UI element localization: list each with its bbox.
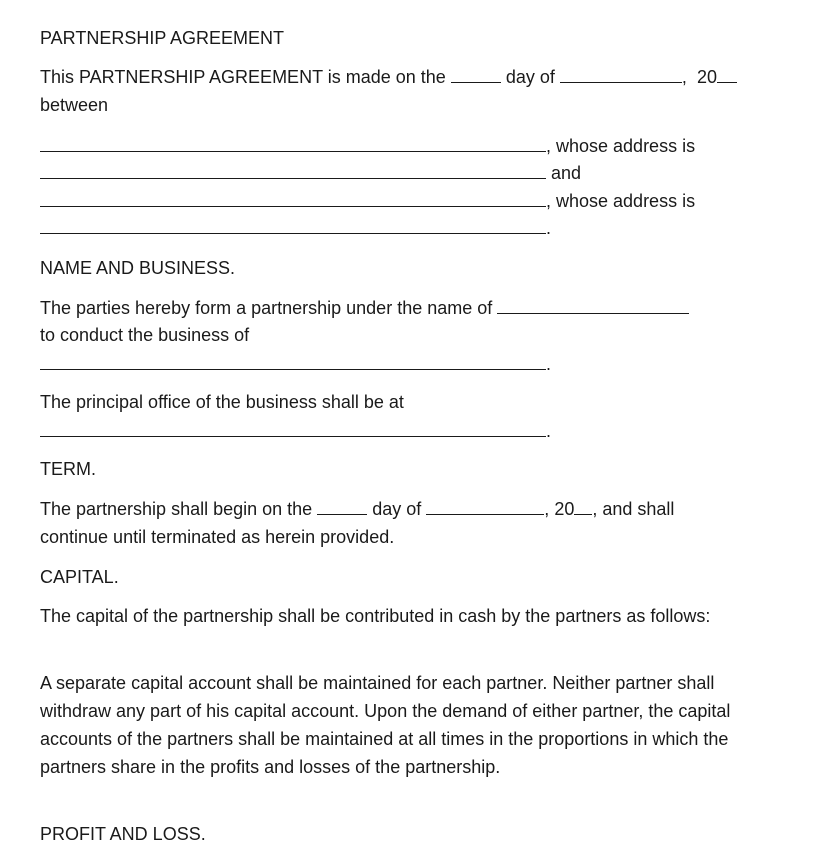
term-year-prefix: 20 xyxy=(554,499,575,519)
section-heading-profit: PROFIT AND LOSS. xyxy=(40,824,206,844)
office-blank[interactable] xyxy=(40,418,546,437)
term-year-blank[interactable] xyxy=(574,496,592,515)
party-line-3 xyxy=(40,187,695,215)
term-text-4: , and shall xyxy=(592,499,675,519)
capital-paragraph-2: A separate capital account shall be maintained for each partner. Neither partner shall withdraw any part of his capital account. Upon the demand of either partner, the capital accounts of the partners shall be maintained at all times in the proportions in which the partners share in the profits and losses of the partnership. xyxy=(40,673,731,777)
term-day-blank[interactable] xyxy=(317,496,367,515)
capital-paragraph-1: The capital of the partnership shall be contributed in cash by the partners as follows: xyxy=(40,606,711,626)
office-suffix: . xyxy=(546,421,552,441)
section-heading-capital: CAPITAL. xyxy=(40,567,119,587)
party-line-3-suffix: , whose address is xyxy=(546,191,696,211)
term-text-2: day of xyxy=(372,499,422,519)
office-text: The principal office of the business shall be at xyxy=(40,392,404,412)
party-line-4 xyxy=(40,214,551,242)
term-month-blank[interactable] xyxy=(426,496,544,515)
party-line-2-suffix: and xyxy=(551,163,582,183)
office-line xyxy=(40,417,551,445)
year-blank[interactable] xyxy=(717,64,737,83)
intro-text-2: day of xyxy=(505,67,555,87)
document-title: PARTNERSHIP AGREEMENT xyxy=(40,28,285,48)
party-line-1-suffix: , whose address is xyxy=(546,136,696,156)
business-text: to conduct the business of xyxy=(40,325,250,345)
business-suffix: . xyxy=(546,354,552,374)
party-line-4-suffix: . xyxy=(546,218,552,238)
partnership-name-blank[interactable] xyxy=(497,295,689,314)
party1-address-blank[interactable] xyxy=(40,160,546,179)
term-text-5: continue until terminated as herein provided. xyxy=(40,527,395,547)
party1-name-blank[interactable] xyxy=(40,133,546,152)
name-line xyxy=(40,294,689,322)
section-heading-name: NAME AND BUSINESS. xyxy=(40,258,236,278)
section-heading-term: TERM. xyxy=(40,459,96,479)
intro-between: between xyxy=(40,95,109,115)
intro-line xyxy=(40,63,737,91)
party2-address-blank[interactable] xyxy=(40,215,546,234)
party-line-2 xyxy=(40,159,581,187)
term-comma: , xyxy=(544,499,550,519)
business-line xyxy=(40,350,551,378)
day-blank[interactable] xyxy=(451,64,501,83)
business-blank[interactable] xyxy=(40,351,546,370)
intro-comma: , xyxy=(681,67,687,87)
term-line xyxy=(40,495,674,523)
name-text: The parties hereby form a partnership under the name of xyxy=(40,298,493,318)
term-text-1: The partnership shall begin on the xyxy=(40,499,313,519)
party2-name-blank[interactable] xyxy=(40,188,546,207)
month-blank[interactable] xyxy=(560,64,682,83)
intro-text-1: This PARTNERSHIP AGREEMENT is made on the xyxy=(40,67,446,87)
party-line-1 xyxy=(40,132,695,160)
year-prefix: 20 xyxy=(696,67,717,87)
